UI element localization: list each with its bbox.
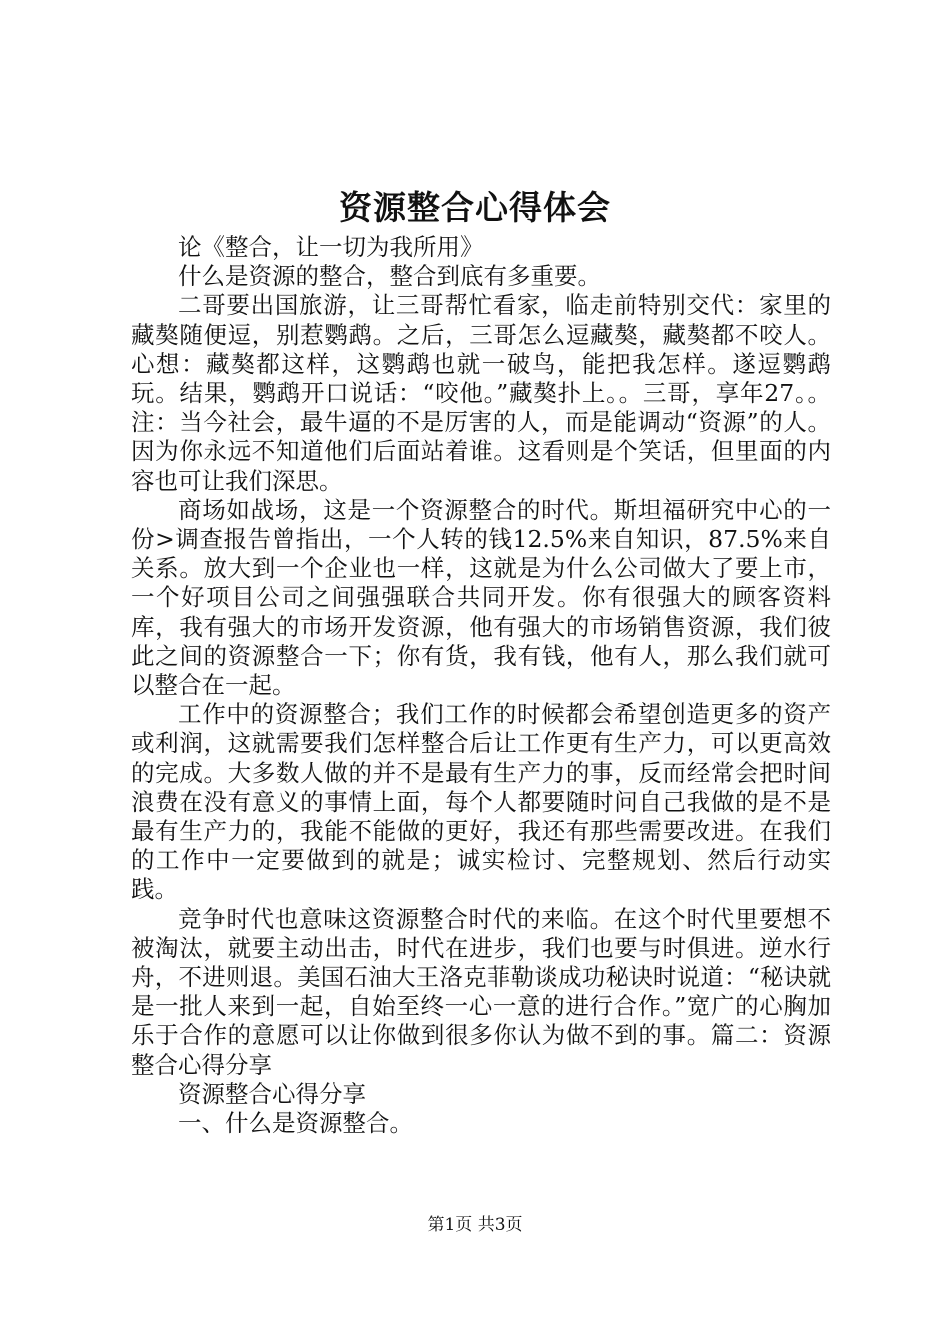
- section-heading: 资源整合心得分享: [178, 1079, 366, 1108]
- document-body: [131, 233, 831, 1138]
- section-item: 一、什么是资源整合。: [178, 1109, 413, 1138]
- paragraph-story: 二哥要出国旅游，让三哥帮忙看家，临走前特别交代：家里的藏獒随便逗，别惹鹦鹉。之后，三哥怎么逗藏獒，藏獒都不咬人。心想：藏獒都这样，这鹦鹉也就一破鸟，能把我怎样。遂逗鹦鹉玩。结果，鹦鹉开口说话：“咬他。”藏獒扑上。。三哥，享年27。。注：当今社会，最牛逼的不是厉害的人，而是能调动“资源”的人。因为你永远不知道他们后面站着谁。这看则是个笑话，但里面的内容也可让我们深思。: [131, 291, 831, 495]
- page-number-footer: 第1页 共3页: [427, 1215, 523, 1235]
- document-title: 资源整合心得体会: [339, 188, 611, 227]
- paragraph-market: 商场如战场，这是一个资源整合的时代。斯坦福研究中心的一份>调查报告曾指出，一个人转的钱12.5%来自知识，87.5%来自关系。放大到一个企业也一样，这就是为什么公司做大了要上市，一个好项目公司之间强强联合共同开发。你有很强大的顾客资料库，我有强大的市场开发资源，他有强大的市场销售资源，我们彼此之间的资源整合一下；你有货，我有钱，他有人，那么我们就可以整合在一起。: [131, 495, 831, 700]
- subtitle-line: 论《整合，让一切为我所用》: [178, 233, 484, 261]
- paragraph-work: 工作中的资源整合；我们工作的时候都会希望创造更多的资产或利润，这就需要我们怎样整合后让工作更有生产力，可以更高效的完成。大多数人做的并不是最有生产力的事，反而经常会把时间浪费在没有意义的事情上面，每个人都要随时问自己我做的是不是最有生产力的，我能不能做的更好，我还有那些需要改进。在我们的工作中一定要做到的就是；诚实检讨、完整规划、然后行动实践。: [131, 700, 831, 904]
- paragraph-competition: 竞争时代也意味这资源整合时代的来临。在这个时代里要想不被淘汰，就要主动出击，时代在进步，我们也要与时俱进。逆水行舟，不进则退。美国石油大王洛克菲勒谈成功秘诀时说道：“秘诀就是一批人来到一起，自始至终一心一意的进行合作。”宽广的心胸加乐于合作的意愿可以让你做到很多你认为做不到的事。篇二：资源整合心得分享: [131, 904, 831, 1079]
- question-line: 什么是资源的整合，整合到底有多重要。: [178, 262, 601, 291]
